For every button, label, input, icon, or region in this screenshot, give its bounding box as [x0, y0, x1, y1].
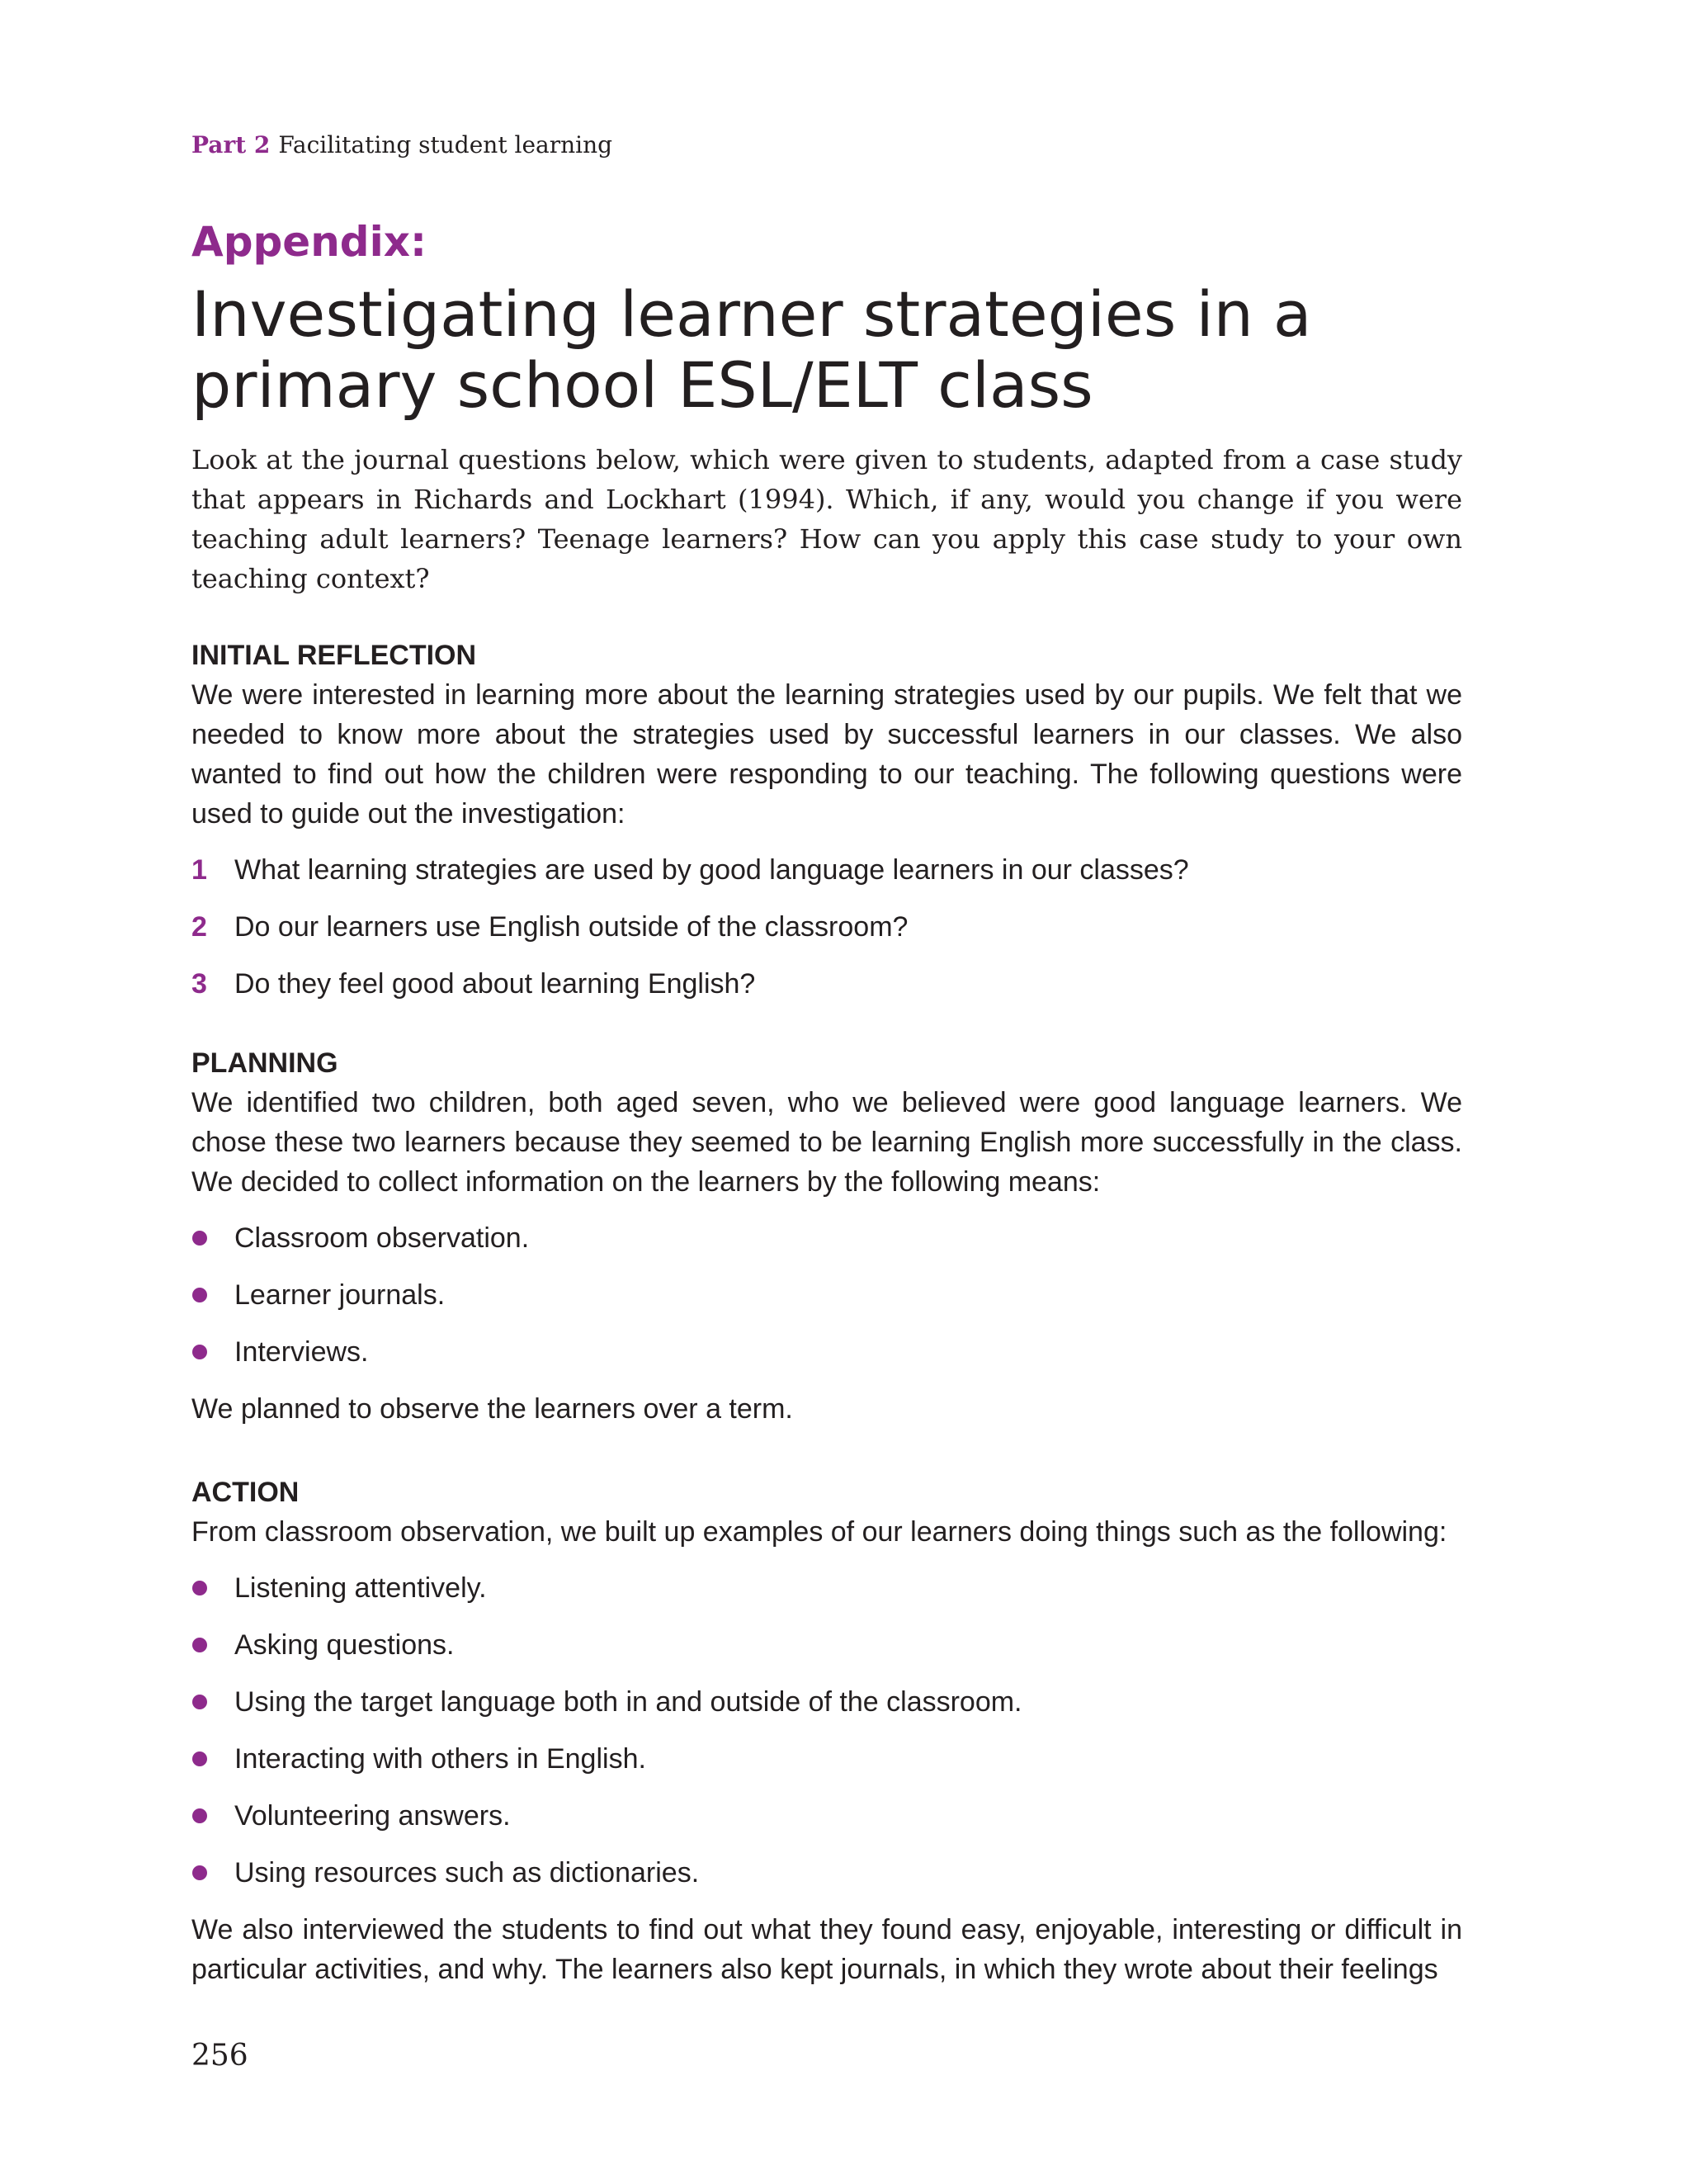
- bullet-icon: [192, 1638, 207, 1652]
- list-item-text: Listening attentively.: [234, 1572, 487, 1604]
- list-item: [191, 1568, 1462, 1608]
- running-head-part: Part 2: [191, 131, 271, 158]
- planning-section: [191, 1043, 1462, 1429]
- list-item-text: Using the target language both in and outside of the classroom.: [234, 1686, 1022, 1718]
- initial-reflection-paragraph: We were interested in learning more about the learning strategies used by our pupils. We felt that we needed to know more about the strategies used by successful learners in our classes. We also wanted to find out how the children were responding to our teaching. The following questions were used to guide out the investigation:: [191, 679, 1462, 830]
- list-item: [191, 964, 1462, 1004]
- page-number: 256: [191, 2039, 248, 2073]
- appendix-label: Appendix:: [191, 218, 427, 266]
- list-item-text: Asking questions.: [234, 1629, 455, 1661]
- bullet-icon: [192, 1808, 207, 1823]
- action-paragraph: From classroom observation, we built up examples of our learners doing things such as the following:: [191, 1516, 1447, 1548]
- planning-heading: PLANNING: [191, 1047, 338, 1079]
- list-number: 1: [191, 854, 207, 886]
- list-item: [191, 1625, 1462, 1665]
- list-item-text: Volunteering answers.: [234, 1800, 511, 1832]
- bullet-icon: [192, 1695, 207, 1709]
- list-item-text: Interviews.: [234, 1336, 369, 1368]
- list-item: [191, 907, 1462, 947]
- means-list: [191, 1218, 1462, 1372]
- list-item: [191, 1682, 1462, 1722]
- list-item-text: Interacting with others in English.: [234, 1743, 646, 1775]
- list-item: [191, 1796, 1462, 1836]
- list-number: 2: [191, 911, 207, 943]
- bullet-icon: [192, 1231, 207, 1246]
- questions-list: [191, 850, 1462, 1004]
- action-closing: We also interviewed the students to find out what they found easy, enjoyable, interesting or difficult in particular activities, and why. The learners also kept journals, in which they wrote about their feelings: [191, 1914, 1462, 1985]
- running-head-section: Facilitating student learning: [278, 131, 613, 158]
- examples-list: [191, 1568, 1462, 1893]
- planning-closing: We planned to observe the learners over a term.: [191, 1393, 793, 1425]
- list-item-text: Using resources such as dictionaries.: [234, 1857, 700, 1889]
- list-item-text: What learning strategies are used by good language learners in our classes?: [234, 854, 1189, 886]
- bullet-icon: [192, 1345, 207, 1359]
- list-item: [191, 1853, 1462, 1893]
- bullet-icon: [192, 1288, 207, 1302]
- planning-paragraph: We identified two children, both aged seven, who we believed were good language learners. We chose these two learners because they seemed to be learning English more successfully in the class. We decided to collect information on the learners by the following means:: [191, 1087, 1462, 1198]
- list-item: [191, 850, 1462, 890]
- list-item-text: Do they feel good about learning English?: [234, 968, 756, 1000]
- bullet-icon: [192, 1581, 207, 1595]
- list-item-text: Do our learners use English outside of the classroom?: [234, 911, 909, 943]
- running-head: [191, 129, 612, 162]
- list-item-text: Classroom observation.: [234, 1222, 530, 1254]
- list-item: [191, 1332, 1462, 1372]
- action-heading: ACTION: [191, 1477, 300, 1508]
- list-item: [191, 1275, 1462, 1315]
- bullet-icon: [192, 1751, 207, 1766]
- action-section: [191, 1473, 1462, 1989]
- initial-reflection-heading: INITIAL REFLECTION: [191, 640, 477, 671]
- list-number: 3: [191, 968, 207, 1000]
- intro-paragraph: Look at the journal questions below, which were given to students, adapted from a case study that appears in Richards and Lockhart (1994). Which, if any, would you change if you were teaching adult learners? Teenage learners? How can you apply this case study to your own teaching context?: [191, 444, 1462, 594]
- page-title: Investigating learner strategies in a primary school ESL/ELT class: [191, 277, 1312, 422]
- initial-reflection-section: [191, 636, 1462, 1021]
- bullet-icon: [192, 1865, 207, 1880]
- list-item: [191, 1218, 1462, 1258]
- list-item-text: Learner journals.: [234, 1279, 446, 1311]
- list-item: [191, 1739, 1462, 1779]
